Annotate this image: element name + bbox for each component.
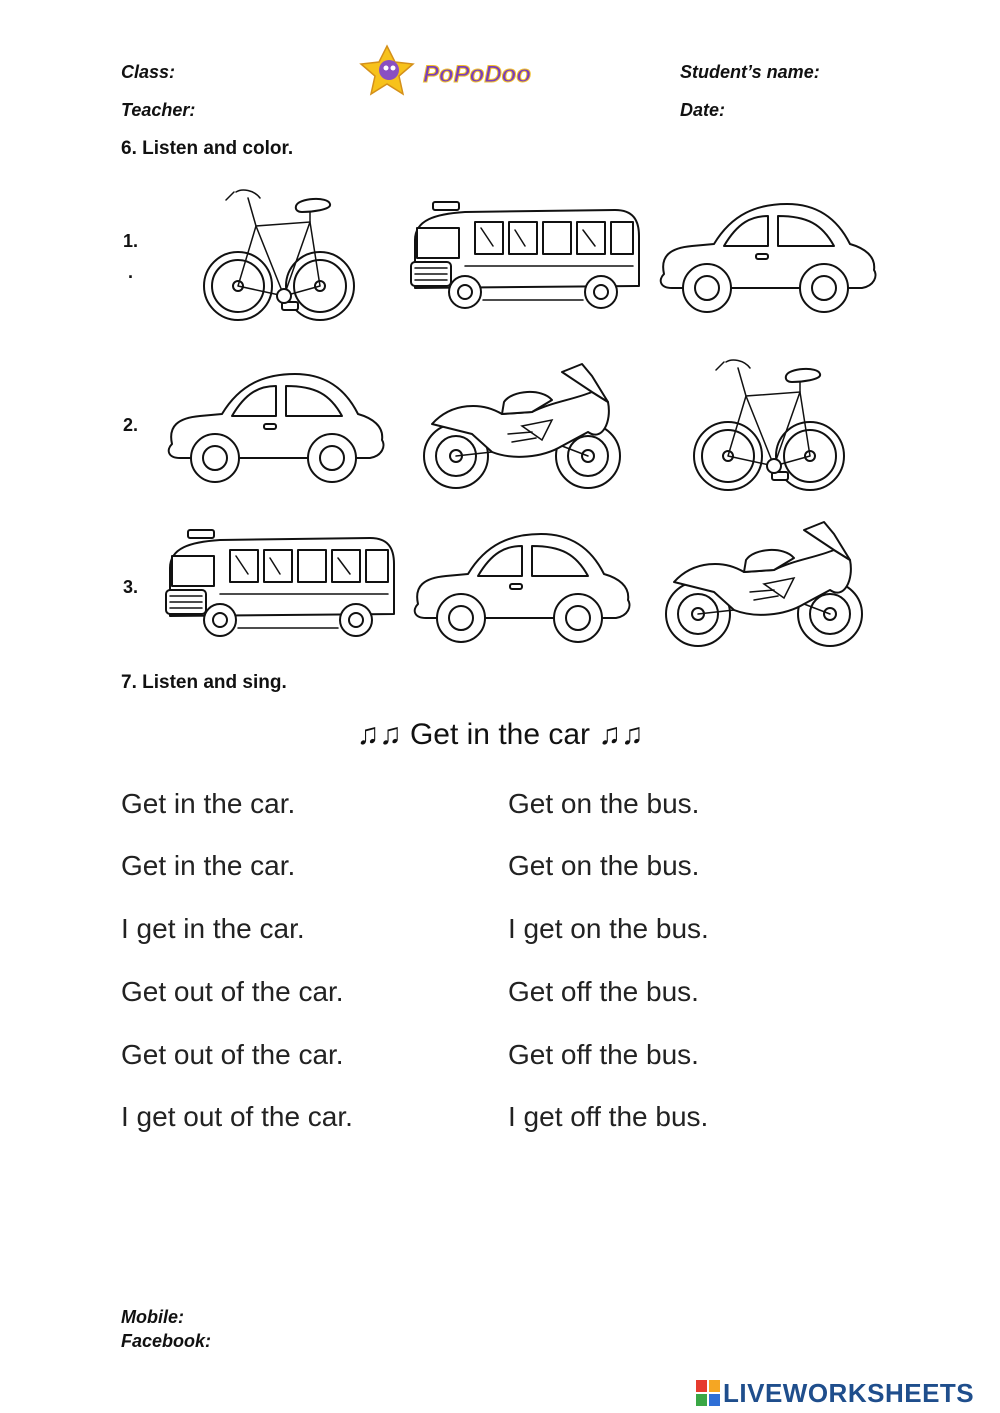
bus-icon[interactable] — [160, 528, 400, 638]
lyric-right-1: Get on the bus. — [508, 788, 700, 819]
car-icon[interactable] — [652, 196, 882, 316]
lyric-right-4: Get off the bus. — [508, 976, 699, 1007]
row-1-dot: . — [128, 262, 134, 282]
liveworksheets-watermark — [696, 1376, 974, 1410]
bicycle-icon[interactable] — [198, 178, 358, 338]
lyric-right-3: I get on the bus. — [508, 913, 709, 944]
motorcycle-icon[interactable] — [654, 520, 874, 650]
mobile-label: Mobile: — [121, 1307, 184, 1327]
lyric-left-2: Get in the car. — [121, 850, 296, 881]
lyric-left-6: I get out of the car. — [121, 1101, 353, 1132]
motorcycle-icon[interactable] — [412, 362, 632, 492]
lyric-right-2: Get on the bus. — [508, 850, 700, 881]
class-label: Class: — [121, 62, 176, 82]
lyric-left-4: Get out of the car. — [121, 976, 344, 1007]
song-title: ♫♫ Get in the car ♫♫ — [356, 718, 644, 751]
lyric-left-1: Get in the car. — [121, 788, 296, 819]
lyric-right-6: I get off the bus. — [508, 1101, 709, 1132]
row-1-number: 1. — [123, 231, 139, 251]
popodoo-logo — [365, 44, 545, 100]
lyric-left-3: I get in the car. — [121, 913, 305, 944]
facebook-label: Facebook: — [121, 1331, 212, 1351]
section-6-title: 6. Listen and color. — [121, 138, 294, 159]
lyric-left-5: Get out of the car. — [121, 1039, 344, 1070]
bicycle-icon[interactable] — [688, 348, 848, 508]
car-icon[interactable] — [160, 366, 390, 486]
logo-text: PoPoDoo — [423, 61, 531, 88]
watermark-text: LIVEWORKSHEETS — [723, 1377, 975, 1408]
teacher-label: Teacher: — [121, 100, 196, 120]
date-label: Date: — [680, 100, 726, 120]
liveworksheets-logo-icon — [696, 1380, 720, 1406]
row-2-number: 2. — [123, 415, 139, 435]
student-name-label: Student’s name: — [680, 62, 820, 82]
lyric-right-5: Get off the bus. — [508, 1039, 699, 1070]
row-3-number: 3. — [123, 577, 139, 597]
section-7-title: 7. Listen and sing. — [121, 672, 287, 693]
bus-icon[interactable] — [405, 200, 645, 310]
car-icon[interactable] — [406, 526, 636, 646]
